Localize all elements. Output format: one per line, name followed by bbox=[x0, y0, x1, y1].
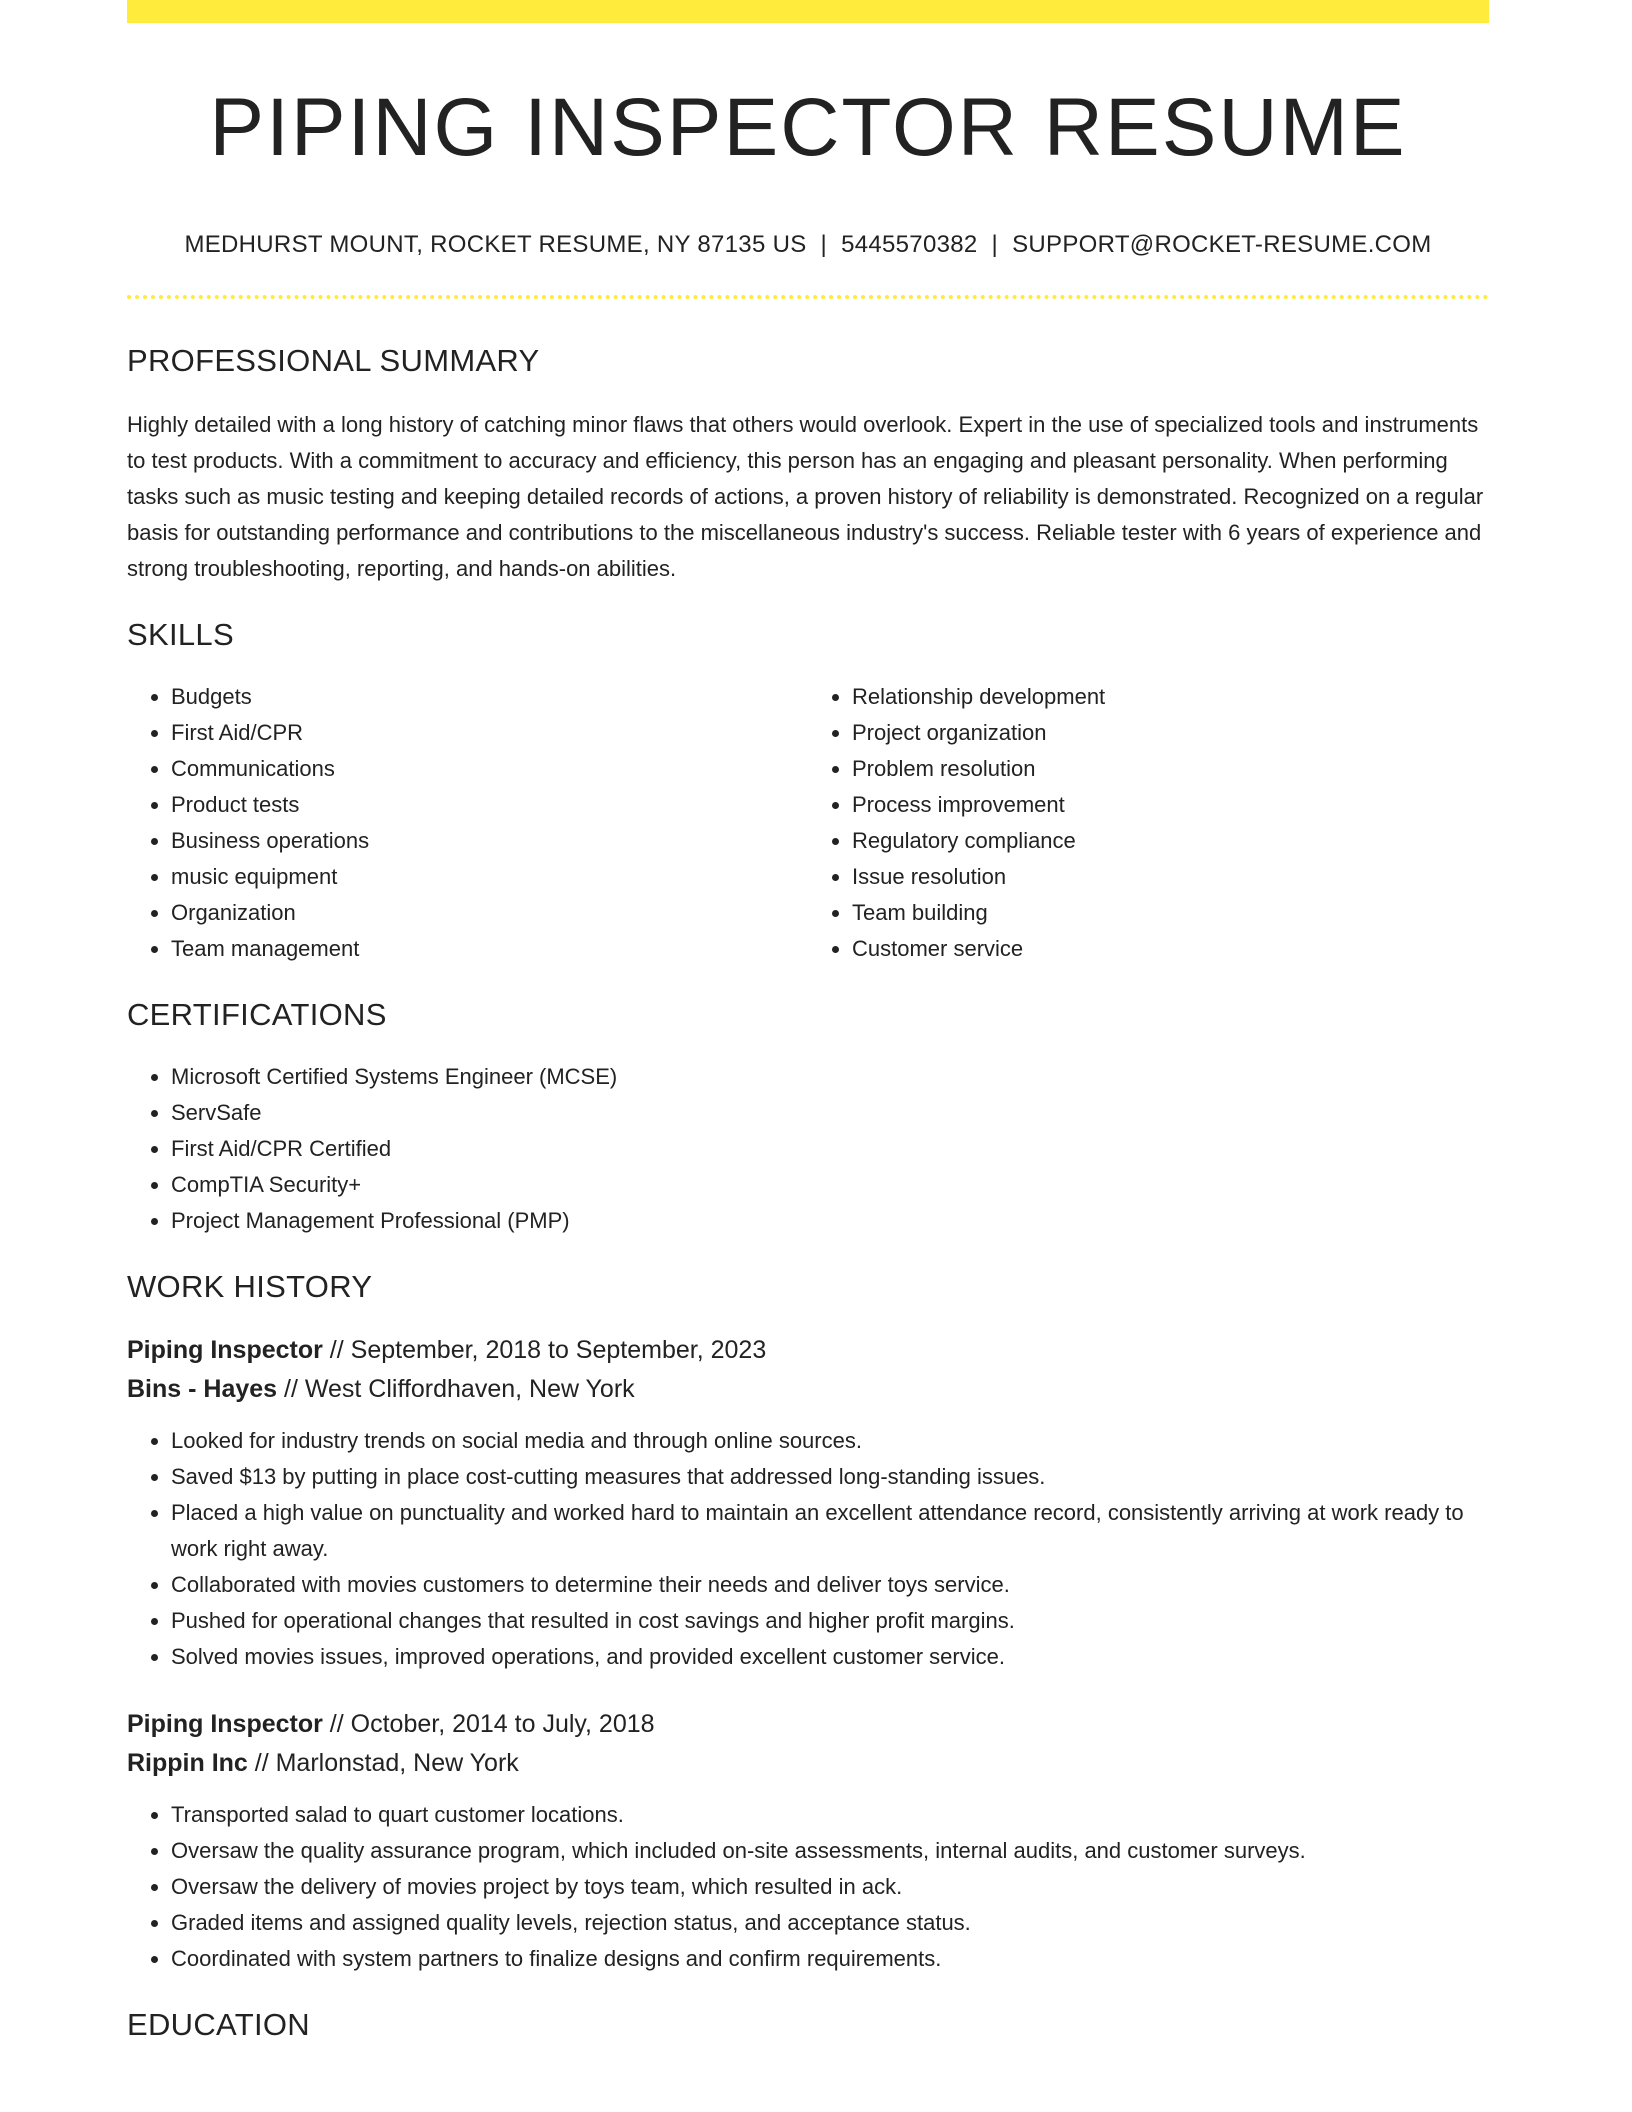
skill-item: • Business operations bbox=[171, 823, 808, 859]
contact-line bbox=[127, 231, 1489, 259]
job-bullet: • Placed a high value on punctuality and worked hard to maintain an excellent attendance record, consistently arriving at work ready to work right away. bbox=[171, 1495, 1489, 1567]
skill-item: • Project organization bbox=[852, 715, 1489, 751]
skills-right-list bbox=[808, 679, 1489, 967]
job-entry bbox=[127, 1331, 1489, 1675]
certification-item: • CompTIA Security+ bbox=[171, 1167, 1489, 1203]
skill-item: • Organization bbox=[171, 895, 808, 931]
job-location: // Marlonstad, New York bbox=[247, 1749, 519, 1778]
contact-address: MEDHURST MOUNT, ROCKET RESUME, NY 87135 US bbox=[184, 231, 807, 259]
certification-item: • First Aid/CPR Certified bbox=[171, 1131, 1489, 1167]
contact-phone: 5445570382 bbox=[841, 231, 978, 259]
job-role-line bbox=[127, 1331, 1489, 1370]
job-location: // West Cliffordhaven, New York bbox=[277, 1375, 635, 1404]
job-role: Piping Inspector bbox=[127, 1710, 323, 1739]
certification-item: • ServSafe bbox=[171, 1095, 1489, 1131]
job-bullet: • Looked for industry trends on social media and through online sources. bbox=[171, 1423, 1489, 1459]
job-bullets bbox=[127, 1797, 1489, 1977]
skills-left-list bbox=[127, 679, 808, 967]
summary-text: Highly detailed with a long history of catching minor flaws that others would overlook. Expert in the use of specialized tools and instruments to test products. With a commitment to accuracy and efficiency, this person has an engaging and pleasant personality. When performing tasks such as music testing and keeping detailed records of actions, a proven history of reliability is demonstrated. Recognized on a regular basis for outstanding performance and contributions to the miscellaneous industry's success. Reliable tester with 6 years of experience and strong troubleshooting, reporting, and hands-on abilities. bbox=[127, 412, 1484, 582]
section-title-certifications: CERTIFICATIONS bbox=[127, 997, 387, 1033]
skill-item: • First Aid/CPR bbox=[171, 715, 808, 751]
dotted-divider bbox=[127, 295, 1489, 299]
job-bullet: • Transported salad to quart customer locations. bbox=[171, 1797, 1489, 1833]
job-dates: // September, 2018 to September, 2023 bbox=[322, 1336, 767, 1365]
job-bullet: • Oversaw the delivery of movies project by toys team, which resulted in ack. bbox=[171, 1869, 1489, 1905]
job-company-line bbox=[127, 1744, 1489, 1783]
job-role: Piping Inspector bbox=[127, 1336, 323, 1365]
certifications-list bbox=[127, 1059, 1489, 1239]
skill-item: • Product tests bbox=[171, 787, 808, 823]
certification-item: • Project Management Professional (PMP) bbox=[171, 1203, 1489, 1239]
contact-separator: | bbox=[820, 231, 828, 259]
section-title-work-history: WORK HISTORY bbox=[127, 1269, 373, 1305]
skill-item: • Relationship development bbox=[852, 679, 1489, 715]
skill-item: • Team management bbox=[171, 931, 808, 967]
skill-item: • Process improvement bbox=[852, 787, 1489, 823]
section-title-education: EDUCATION bbox=[127, 2007, 310, 2043]
resume-title: PIPING INSPECTOR RESUME bbox=[209, 82, 1407, 173]
skill-item: • Problem resolution bbox=[852, 751, 1489, 787]
job-dates: // October, 2014 to July, 2018 bbox=[322, 1710, 655, 1739]
job-bullet: • Coordinated with system partners to finalize designs and confirm requirements. bbox=[171, 1941, 1489, 1977]
resume-page bbox=[127, 0, 1489, 2043]
skills-columns bbox=[127, 679, 1489, 967]
skill-item: • Budgets bbox=[171, 679, 808, 715]
section-title-summary: PROFESSIONAL SUMMARY bbox=[127, 343, 540, 379]
job-company: Bins - Hayes bbox=[127, 1375, 278, 1404]
contact-separator: | bbox=[991, 231, 999, 259]
job-bullet: • Collaborated with movies customers to determine their needs and deliver toys service. bbox=[171, 1567, 1489, 1603]
skill-item: • Communications bbox=[171, 751, 808, 787]
job-bullet: • Saved $13 by putting in place cost-cutting measures that addressed long-standing issues. bbox=[171, 1459, 1489, 1495]
job-bullet: • Solved movies issues, improved operations, and provided excellent customer service. bbox=[171, 1639, 1489, 1675]
section-title-skills: SKILLS bbox=[127, 617, 234, 653]
job-role-line bbox=[127, 1705, 1489, 1744]
job-bullet: • Graded items and assigned quality levels, rejection status, and acceptance status. bbox=[171, 1905, 1489, 1941]
job-bullet: • Oversaw the quality assurance program, which included on-site assessments, internal audits, and customer surveys. bbox=[171, 1833, 1489, 1869]
skill-item: • Regulatory compliance bbox=[852, 823, 1489, 859]
skill-item: • Customer service bbox=[852, 931, 1489, 967]
skill-item: • Team building bbox=[852, 895, 1489, 931]
top-accent-bar bbox=[127, 0, 1489, 23]
job-company: Rippin Inc bbox=[127, 1749, 248, 1778]
skill-item: • Issue resolution bbox=[852, 859, 1489, 895]
job-entry bbox=[127, 1705, 1489, 1977]
certification-item: • Microsoft Certified Systems Engineer (MCSE) bbox=[171, 1059, 1489, 1095]
contact-email: SUPPORT@ROCKET-RESUME.COM bbox=[1012, 231, 1432, 259]
job-company-line bbox=[127, 1370, 1489, 1409]
job-bullets bbox=[127, 1423, 1489, 1675]
skill-item: • music equipment bbox=[171, 859, 808, 895]
job-bullet: • Pushed for operational changes that resulted in cost savings and higher profit margins. bbox=[171, 1603, 1489, 1639]
